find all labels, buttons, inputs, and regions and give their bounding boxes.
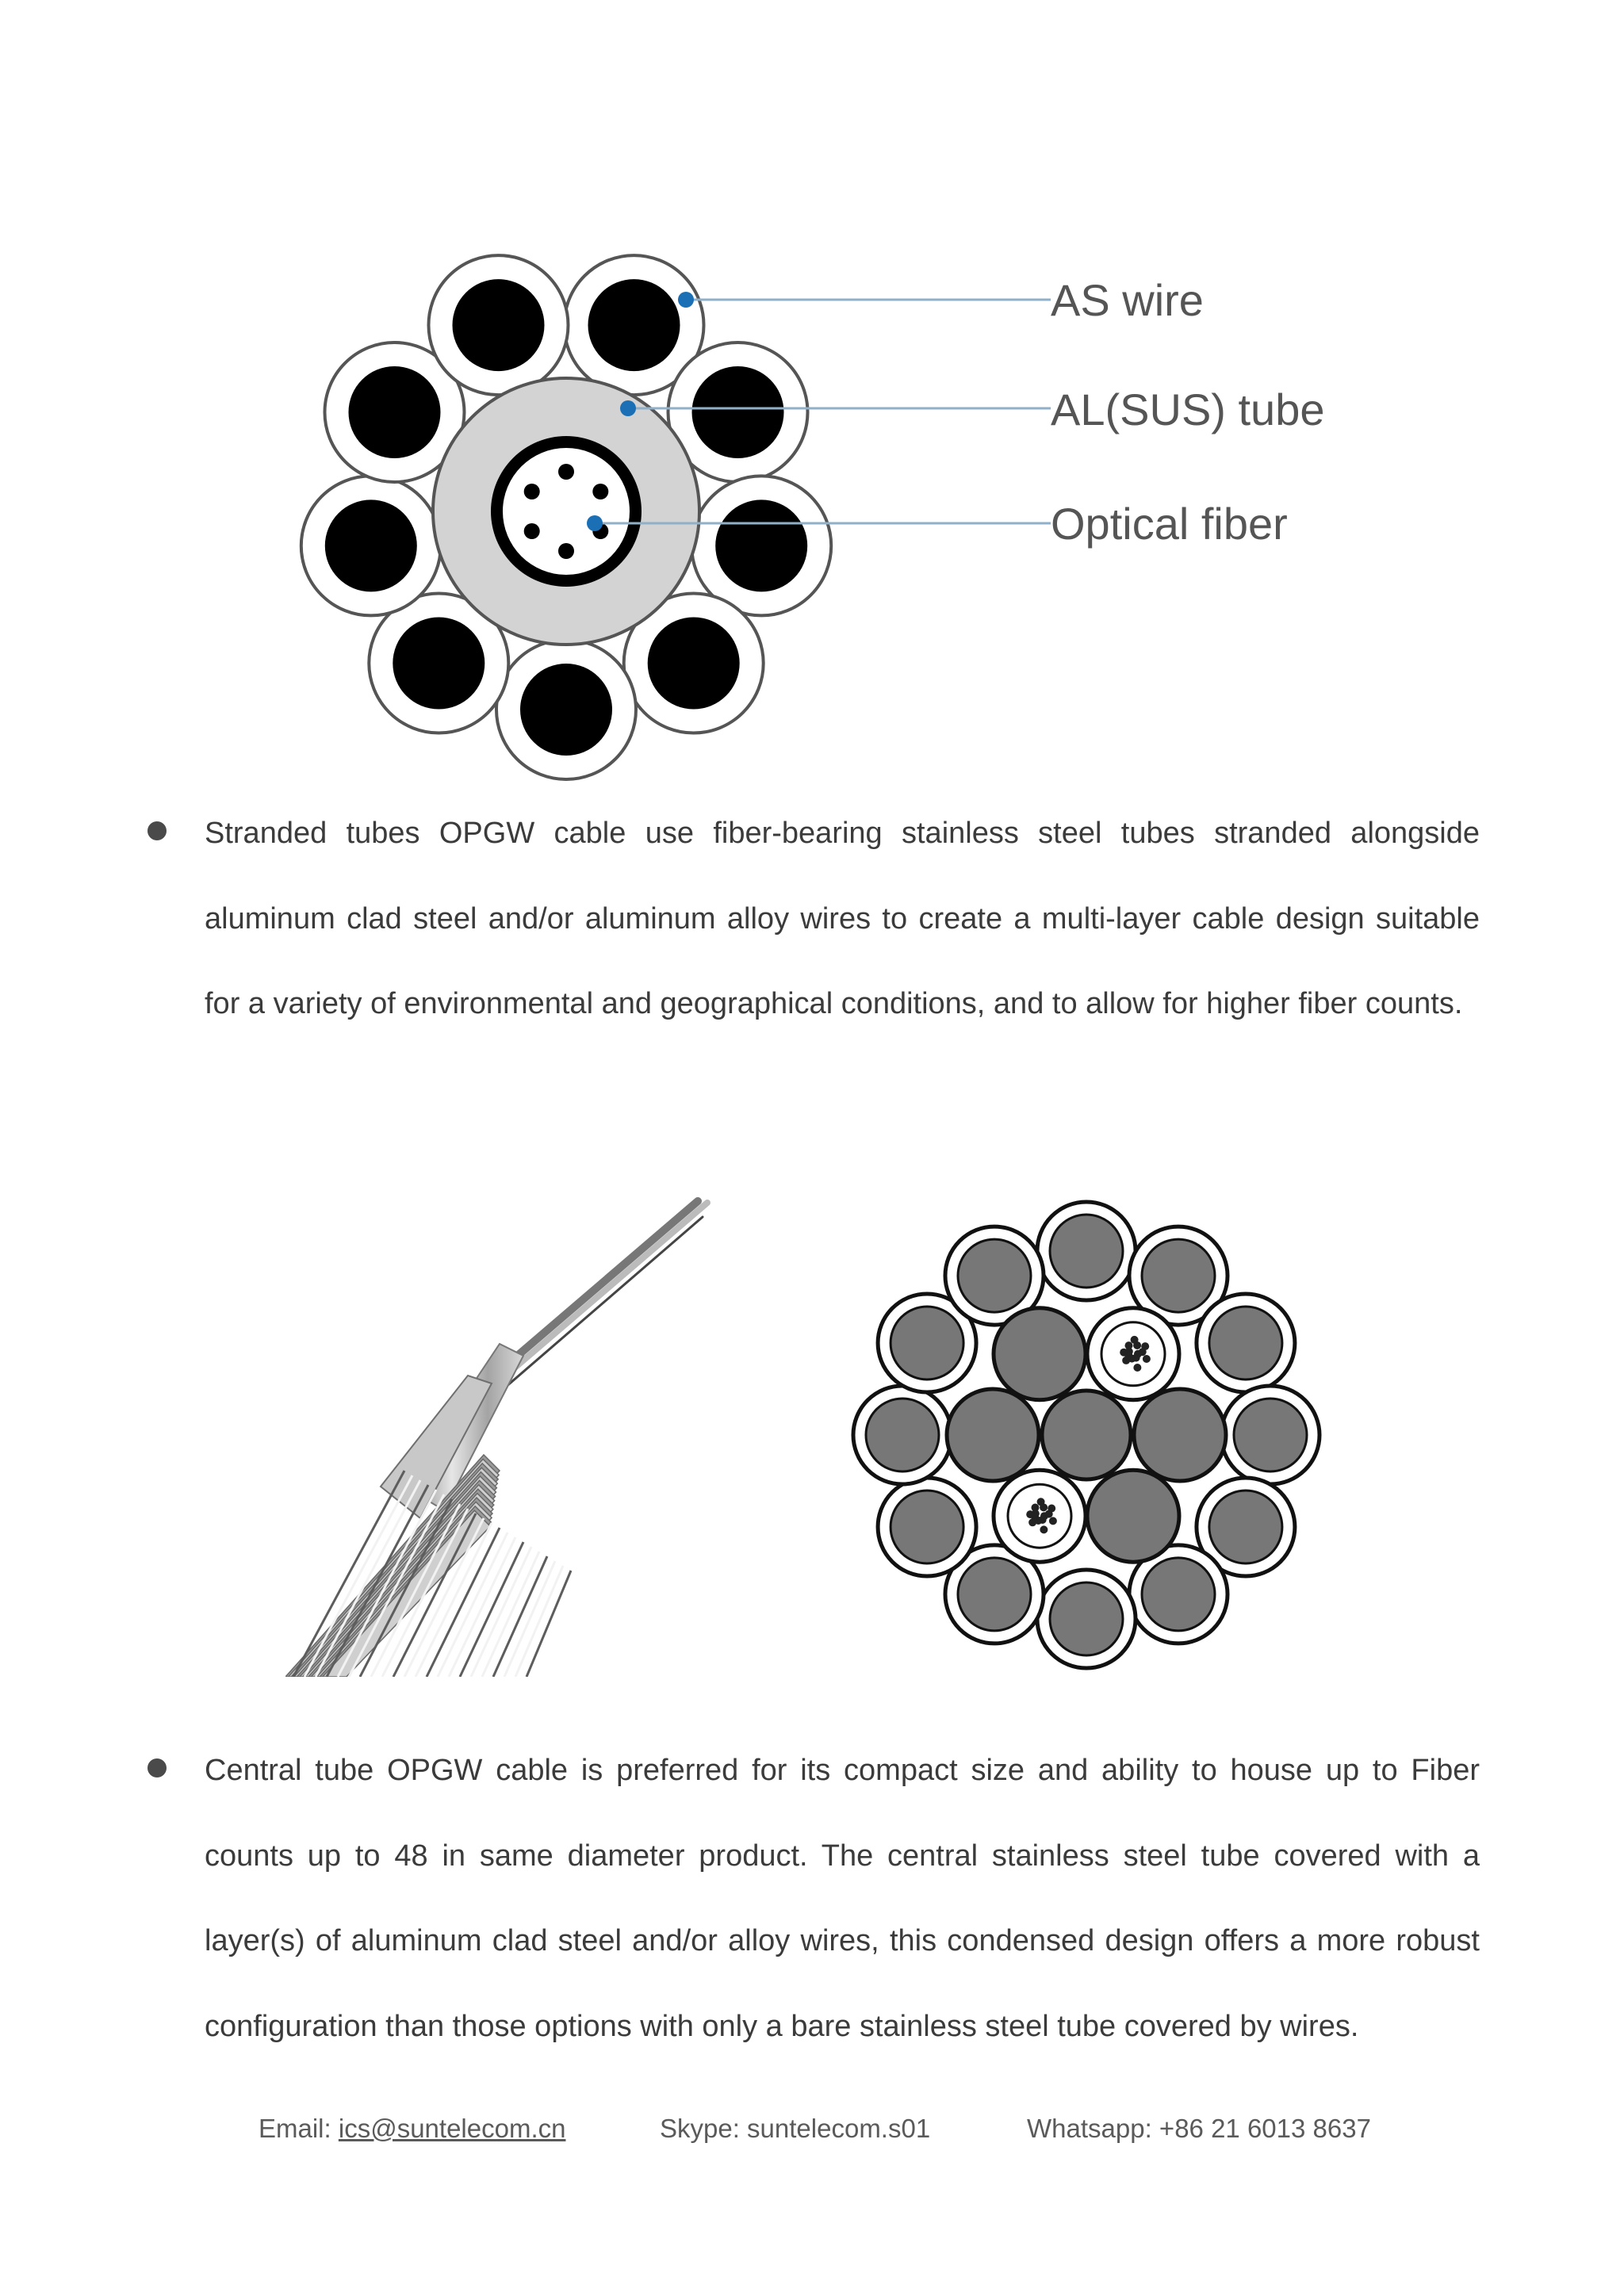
label-optical-fiber: Optical fiber	[1051, 499, 1288, 549]
label-as-wire: AS wire	[1051, 275, 1204, 325]
center-wire	[1042, 1391, 1131, 1479]
stranded-tube-cross-section	[848, 1189, 1324, 1681]
opgw-tube-diagram	[270, 214, 1364, 785]
whatsapp-contact: Whatsapp: +86 21 6013 8637	[1027, 2114, 1371, 2143]
bullet-central-tube	[147, 1728, 1480, 2069]
email-label: Email:	[259, 2114, 339, 2143]
inner-wire	[1134, 1389, 1226, 1481]
bullet-stranded-tubes	[147, 791, 1480, 1047]
bullet-text: Stranded tubes OPGW cable use fiber-bearing stainless steel tubes stranded alongside aluminum clad steel and/or aluminum alloy wires to create a multi-layer cable design suitable for a variety of environmental and geographical conditions, and to allow for higher fiber counts.	[205, 817, 1480, 1020]
skype-contact: Skype: suntelecom.s01	[660, 2114, 931, 2143]
contact-footer	[0, 2114, 1624, 2161]
email-contact	[259, 2114, 565, 2144]
stranded-cable-photo	[285, 1185, 793, 1677]
bullet-text: Central tube OPGW cable is preferred for its compact size and ability to house up to Fiber counts up to 48 in same diameter product. The central stainless steel tube covered with a layer(s) of aluminum clad steel and/or alloy wires, this condensed design offers a more robust configuration than those options with only a bare stainless steel tube covered by wires.	[205, 1754, 1480, 2043]
inner-wire	[1087, 1470, 1179, 1562]
inner-wire	[994, 1308, 1086, 1400]
label-al-sus-tube: AL(SUS) tube	[1051, 385, 1325, 434]
central-tube	[433, 378, 699, 645]
bullet-icon	[147, 1758, 167, 1777]
email-link[interactable]: ics@suntelecom.cn	[338, 2114, 566, 2143]
inner-wire	[947, 1389, 1039, 1481]
bullet-icon	[147, 821, 167, 840]
